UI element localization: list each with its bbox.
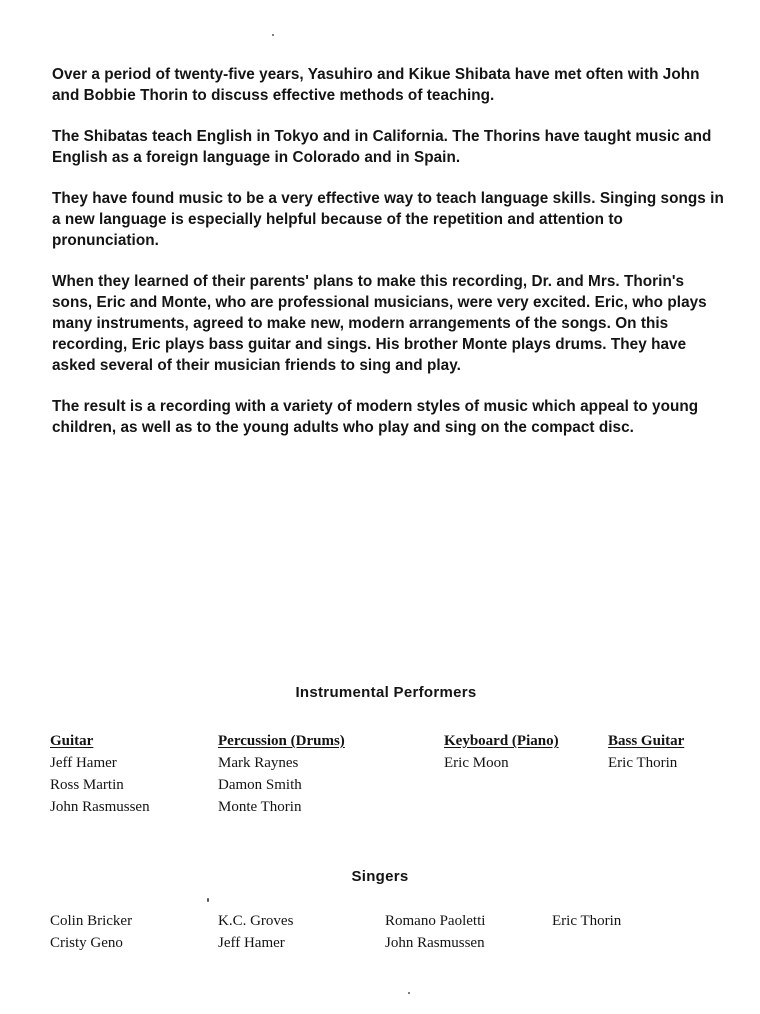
singers-column — [218, 910, 293, 954]
percussion-column — [218, 730, 345, 818]
performer-name: Monte Thorin — [218, 799, 302, 815]
singers-column — [552, 910, 621, 932]
performer-name: Jeff Hamer — [50, 755, 117, 771]
singers-column — [50, 910, 132, 954]
singer-name: John Rasmussen — [385, 935, 485, 951]
keyboard-title: Keyboard (Piano) — [444, 733, 559, 749]
performer-name: John Rasmussen — [50, 799, 150, 815]
scan-speck — [408, 992, 410, 994]
intro-paragraph: The result is a recording with a variety of modern styles of music which appeal to young children, as well as to the young adults who play and sing on the compact disc. — [52, 398, 699, 436]
singer-name: Cristy Geno — [50, 935, 123, 951]
performer-name: Eric Thorin — [608, 755, 678, 771]
scan-speck — [207, 898, 209, 902]
singers-heading: Singers — [351, 868, 409, 885]
performer-name: Ross Martin — [50, 777, 124, 793]
performer-name: Eric Moon — [444, 755, 509, 771]
singer-name: K.C. Groves — [218, 913, 294, 929]
intro-paragraph: The Shibatas teach English in Tokyo and in California. The Thorins have taught music and English as a foreign language in Colorado and in Spain. — [52, 128, 712, 166]
performer-name: Damon Smith — [218, 777, 302, 793]
performer-name: Mark Raynes — [218, 755, 299, 771]
intro-paragraph: They have found music to be a very effective way to teach language skills. Singing songs in a new language is especially helpful because of the repetition and attention to pronunciation. — [52, 190, 724, 249]
intro-paragraph: When they learned of their parents' plans to make this recording, Dr. and Mrs. Thorin's sons, Eric and Monte, who are professional musicians, were very excited. Eric, who plays many instruments, agreed to make new, modern arrangements of the songs. On this recording, Eric plays bass guitar and sings. His brother Monte plays drums. They have asked several of their musician friends to sing and play. — [52, 273, 707, 374]
bass-guitar-column — [608, 730, 684, 774]
singer-name: Jeff Hamer — [218, 935, 285, 951]
guitar-column — [50, 730, 150, 818]
intro-paragraph: Over a period of twenty-five years, Yasuhiro and Kikue Shibata have met often with John and Bobbie Thorin to discuss effective methods of teaching. — [52, 66, 700, 104]
guitar-title: Guitar — [50, 733, 94, 749]
percussion-title: Percussion (Drums) — [218, 733, 345, 749]
intro-text — [52, 64, 724, 458]
bass-guitar-title: Bass Guitar — [608, 733, 685, 749]
singer-name: Eric Thorin — [552, 913, 622, 929]
keyboard-column — [444, 730, 559, 774]
scan-speck — [272, 34, 274, 36]
singers-column — [385, 910, 485, 954]
instrumental-performers-heading: Instrumental Performers — [295, 684, 477, 701]
singer-name: Romano Paoletti — [385, 913, 486, 929]
singer-name: Colin Bricker — [50, 913, 133, 929]
